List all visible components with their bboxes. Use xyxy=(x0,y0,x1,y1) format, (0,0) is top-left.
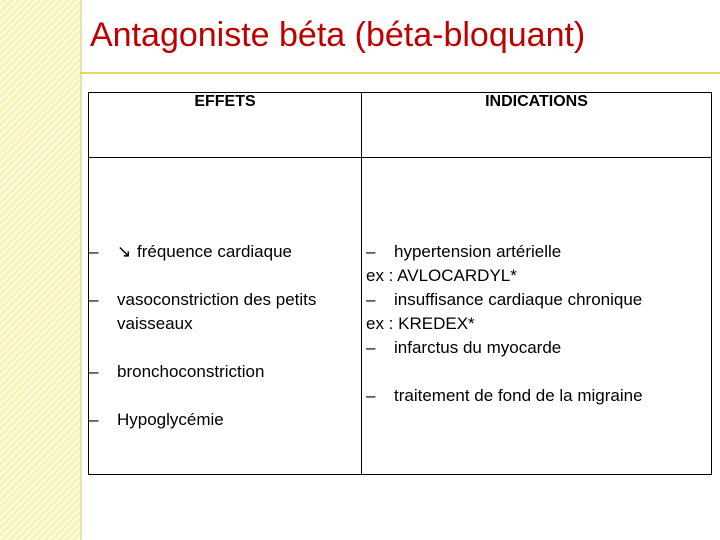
effect-hypoglycemia-text: Hypoglycémie xyxy=(117,410,224,429)
header-indications: INDICATIONS xyxy=(362,93,712,158)
list-dash: – xyxy=(366,386,376,405)
indications-cell xyxy=(362,158,712,475)
indication-item-myocardial-infarction xyxy=(366,336,561,360)
list-dash: – xyxy=(89,242,99,261)
indication-heart-failure-text: insuffisance cardiaque chronique xyxy=(394,290,643,309)
decorative-side-band xyxy=(0,0,82,540)
effect-vasoconstriction-text: vasoconstriction des petits xyxy=(117,290,317,309)
effect-vasoconstriction-continuation: vaisseaux xyxy=(117,314,193,333)
effect-item-vasoconstriction xyxy=(89,288,316,312)
effect-heart-rate-text: fréquence cardiaque xyxy=(137,242,293,261)
effects-cell xyxy=(89,158,362,475)
effect-item-heart-rate xyxy=(89,240,292,264)
header-row xyxy=(89,93,712,158)
list-dash: – xyxy=(89,290,99,309)
indication-infarction-text: infarctus du myocarde xyxy=(394,338,562,357)
list-dash: – xyxy=(366,338,376,357)
indication-item-migraine xyxy=(366,384,643,408)
list-dash: – xyxy=(89,410,99,429)
list-dash: – xyxy=(366,242,376,261)
header-effects: EFFETS xyxy=(89,93,362,158)
indication-example-kredex: ex : KREDEX* xyxy=(366,314,475,333)
indication-example-avlocardyl: ex : AVLOCARDYL* xyxy=(366,266,517,285)
slide-title: Antagoniste béta (béta-bloquant) xyxy=(90,16,586,54)
title-underline xyxy=(80,72,720,74)
content-row xyxy=(89,158,712,475)
indication-item-hypertension xyxy=(366,240,561,264)
indication-hypertension-text: hypertension artérielle xyxy=(394,242,562,261)
decrease-arrow-icon: ↘ xyxy=(117,242,132,261)
indication-item-heart-failure xyxy=(366,288,642,312)
effect-bronchoconstriction-text: bronchoconstriction xyxy=(117,362,265,381)
effect-item-bronchoconstriction xyxy=(89,360,264,384)
effects-indications-table xyxy=(88,92,712,475)
effect-item-hypoglycemia xyxy=(89,408,224,432)
list-dash: – xyxy=(366,290,376,309)
indication-migraine-text: traitement de fond de la migraine xyxy=(394,386,643,405)
list-dash: – xyxy=(89,362,99,381)
